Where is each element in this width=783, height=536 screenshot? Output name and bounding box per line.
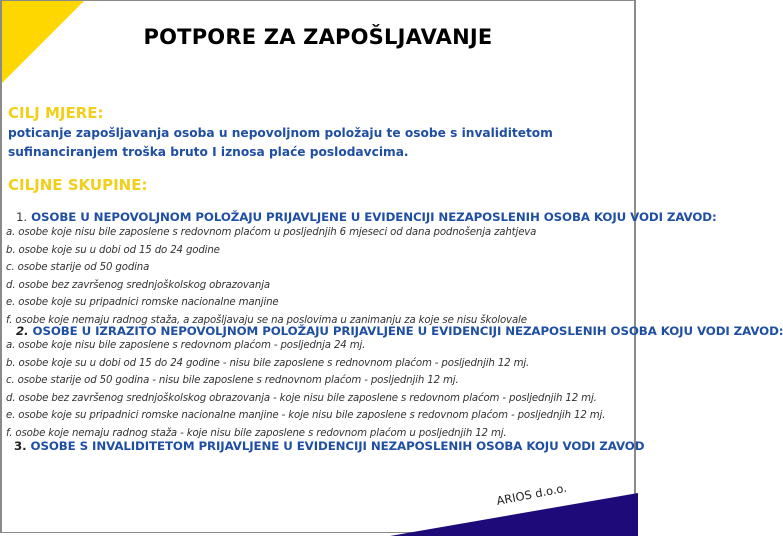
- group-2-title: OSOBE U IZRAZITO NEPOVOLJNOM POLOŽAJU PRIJAVLJENE U EVIDENCIJI NEZAPOSLENIH OSOBA KOJU VODI ZAVOD:: [32, 324, 783, 338]
- list-item: b. osobe koje su u dobi od 15 do 24 godine - nisu bile zaposlene s rednovnom plaćom - posljednjih 12 mj.: [6, 357, 530, 369]
- goal-heading: CILJ MJERE:: [8, 104, 104, 122]
- list-item: e. osobe koje su pripadnici romske nacionalne manjine - koje nisu bile zaposlene s redovnom plaćom - posljednjih 12 mj.: [6, 410, 606, 421]
- goal-description: [8, 124, 553, 162]
- list-item: c. osobe starije od 50 godina - nisu bile zaposlene s rednovnom plaćom - posljednjih 12 mj.: [6, 375, 459, 386]
- group-3-heading: [14, 439, 644, 453]
- list-item: a. osobe koje nisu bile zaposlene s redovnom plaćom - posljednja 24 mj.: [6, 340, 366, 351]
- group-1-title: OSOBE U NEPOVOLJNOM POLOŽAJU PRIJAVLJENE U EVIDENCIJI NEZAPOSLENIH OSOBA KOJU VODI ZAVOD:: [31, 210, 717, 224]
- list-item: d. osobe bez završenog srednjoškolskog obrazovanja - koje nisu bile zaposlene s redovnom plaćom - posljednjih 12 mj.: [6, 392, 597, 404]
- target-groups-heading: CILJNE SKUPINE:: [8, 176, 148, 194]
- group-1-number: 1.: [16, 210, 28, 224]
- list-item: c. osobe starije od 50 godina: [6, 262, 150, 273]
- list-item: b. osobe koje su u dobi od 15 do 24 godine: [6, 244, 220, 256]
- list-item: a. osobe koje nisu bile zaposlene s redovnom plaćom u posljednjih 6 mjeseci od dana podnošenja zahtjeva: [6, 227, 537, 238]
- page-title: POTPORE ZA ZAPOŠLJAVANJE: [143, 25, 493, 49]
- list-item: e. osobe koje su pripadnici romske nacionalne manjine: [6, 297, 279, 308]
- list-item: f. osobe koje nemaju radnog staža, a zapošljavaju se na poslovima u zanimanju za koje se nisu školovale: [6, 314, 527, 326]
- purple-corner-triangle: [382, 481, 642, 536]
- company-name: ARIOS d.o.o.: [495, 480, 568, 508]
- group-1-heading: [16, 210, 717, 224]
- list-item: d. osobe bez završenog srednjoškolskog obrazovanja: [6, 279, 270, 291]
- group-3-number: 3.: [14, 439, 27, 453]
- group-2-list: [6, 337, 605, 442]
- list-item: f. osobe koje nemaju radnog staža - koje nisu bile zaposlene s redovnom plaćom u posljednjih 12 mj.: [6, 427, 507, 439]
- group-2-heading: [16, 324, 783, 338]
- group-3-title: OSOBE S INVALIDITETOM PRIJAVLJENE U EVIDENCIJI NEZAPOSLENIH OSOBA KOJU VODI ZAVOD: [30, 439, 645, 453]
- goal-line-1: poticanje zapošljavanja osoba u nepovoljnom položaju te osobe s invaliditetom: [8, 126, 553, 140]
- group-1-list: [6, 224, 536, 329]
- goal-line-2: sufinanciranjem troška bruto I iznosa plaće poslodavcima.: [8, 145, 409, 159]
- group-2-number: 2.: [16, 324, 29, 338]
